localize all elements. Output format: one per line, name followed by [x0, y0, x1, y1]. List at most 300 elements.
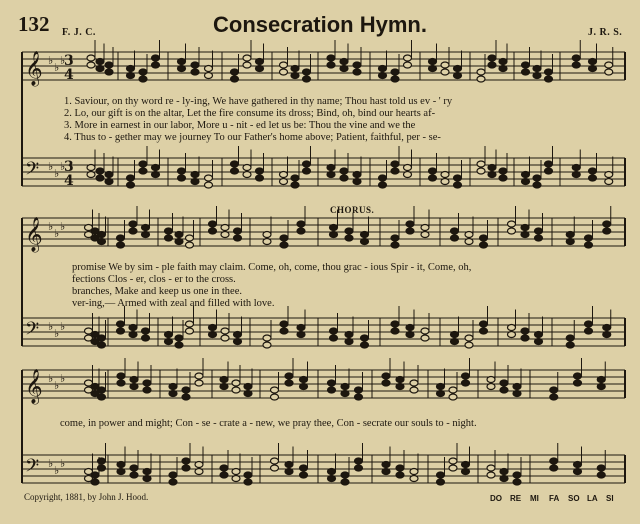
- note-head: [441, 179, 449, 185]
- verse-3-line-2: branches, Make and keep us one in thee.: [72, 286, 242, 297]
- note-head: [139, 161, 147, 167]
- note-head: [429, 175, 437, 181]
- note-head: [271, 465, 279, 471]
- note-head: [175, 239, 183, 245]
- note-head: [220, 465, 228, 471]
- note-head: [117, 469, 125, 475]
- note-head: [139, 168, 147, 174]
- note-head: [566, 342, 574, 348]
- note-head: [499, 168, 507, 174]
- note-head: [105, 172, 113, 178]
- bass-clef-icon: 𝄢: [25, 159, 40, 184]
- note-head: [508, 325, 516, 331]
- note-head: [221, 232, 229, 238]
- note-head: [361, 232, 369, 238]
- note-head: [404, 165, 412, 171]
- flat-icon: ♭: [54, 327, 60, 340]
- note-head: [285, 462, 293, 468]
- note-head: [280, 69, 288, 75]
- note-head: [300, 472, 308, 478]
- note-head: [382, 462, 390, 468]
- note-head: [406, 332, 414, 338]
- note-head: [421, 232, 429, 238]
- note-head: [297, 325, 305, 331]
- note-head: [499, 175, 507, 181]
- note-head: [410, 387, 418, 393]
- note-head: [454, 182, 462, 188]
- note-head: [391, 242, 399, 248]
- note-head: [345, 339, 353, 345]
- note-head: [165, 332, 173, 338]
- note-head: [361, 342, 369, 348]
- note-head: [182, 387, 190, 393]
- note-head: [98, 465, 106, 471]
- note-head: [391, 328, 399, 334]
- note-head: [382, 373, 390, 379]
- note-head: [341, 384, 349, 390]
- note-head: [522, 62, 530, 68]
- note-head: [291, 73, 299, 79]
- note-head: [410, 380, 418, 386]
- treble-clef-icon: 𝄞: [25, 217, 43, 252]
- note-head: [396, 472, 404, 478]
- note-head: [603, 221, 611, 227]
- note-head: [280, 242, 288, 248]
- flat-icon: ♭: [54, 61, 60, 74]
- note-head: [465, 232, 473, 238]
- note-head: [182, 458, 190, 464]
- note-head: [513, 479, 521, 485]
- note-head: [244, 479, 252, 485]
- note-head: [353, 179, 361, 185]
- note-head: [130, 377, 138, 383]
- note-head: [244, 391, 252, 397]
- note-head: [499, 59, 507, 65]
- note-head: [130, 465, 138, 471]
- note-head: [480, 242, 488, 248]
- note-head: [589, 175, 597, 181]
- note-head: [87, 172, 95, 178]
- note-head: [127, 175, 135, 181]
- note-head: [98, 232, 106, 238]
- note-head: [328, 387, 336, 393]
- flat-icon: ♭: [54, 379, 60, 392]
- note-head: [477, 168, 485, 174]
- note-head: [437, 391, 445, 397]
- note-head: [379, 66, 387, 72]
- flat-icon: ♭: [48, 320, 54, 333]
- note-head: [221, 225, 229, 231]
- note-head: [243, 165, 251, 171]
- note-head: [465, 342, 473, 348]
- note-head: [487, 472, 495, 478]
- note-head: [535, 228, 543, 234]
- note-head: [488, 172, 496, 178]
- note-head: [589, 168, 597, 174]
- note-head: [327, 62, 335, 68]
- chorus-label: CHORUS.: [330, 205, 375, 215]
- note-head: [353, 62, 361, 68]
- note-head: [143, 380, 151, 386]
- note-head: [169, 479, 177, 485]
- note-head: [205, 66, 213, 72]
- note-head: [328, 476, 336, 482]
- note-head: [234, 332, 242, 338]
- note-head: [396, 465, 404, 471]
- note-head: [256, 168, 264, 174]
- note-head: [441, 62, 449, 68]
- note-head: [421, 225, 429, 231]
- note-head: [127, 182, 135, 188]
- flat-icon: ♭: [54, 167, 60, 180]
- note-head: [205, 175, 213, 181]
- note-head: [487, 377, 495, 383]
- note-head: [175, 232, 183, 238]
- note-head: [178, 59, 186, 65]
- note-head: [285, 373, 293, 379]
- note-head: [175, 335, 183, 341]
- note-head: [330, 225, 338, 231]
- note-head: [454, 66, 462, 72]
- note-head: [263, 232, 271, 238]
- note-head: [480, 321, 488, 327]
- note-head: [152, 165, 160, 171]
- note-head: [522, 179, 530, 185]
- solfa-si: SI: [606, 494, 614, 503]
- note-head: [340, 59, 348, 65]
- verse-4-line-1: 4. Thus to - gether may we journey To our Father's home above; Patient, faithful, per - se-: [64, 132, 441, 143]
- note-head: [96, 66, 104, 72]
- note-head: [603, 325, 611, 331]
- flat-icon: ♭: [60, 320, 66, 333]
- note-head: [303, 76, 311, 82]
- note-head: [165, 228, 173, 234]
- note-head: [244, 384, 252, 390]
- note-head: [585, 235, 593, 241]
- note-head: [328, 469, 336, 475]
- note-head: [117, 380, 125, 386]
- note-head: [175, 342, 183, 348]
- note-head: [328, 380, 336, 386]
- note-head: [300, 377, 308, 383]
- solfa-so: SO: [568, 494, 580, 503]
- treble-clef-icon: 𝄞: [25, 369, 43, 404]
- note-head: [340, 66, 348, 72]
- note-head: [129, 221, 137, 227]
- svg-text:3: 3: [64, 159, 74, 175]
- note-head: [605, 172, 613, 178]
- note-head: [91, 479, 99, 485]
- note-head: [462, 469, 470, 475]
- note-head: [597, 472, 605, 478]
- note-head: [522, 172, 530, 178]
- note-head: [404, 62, 412, 68]
- note-head: [522, 69, 530, 75]
- note-head: [139, 69, 147, 75]
- note-head: [221, 328, 229, 334]
- note-head: [480, 328, 488, 334]
- solfa-la: LA: [587, 494, 598, 503]
- note-head: [451, 339, 459, 345]
- note-head: [574, 373, 582, 379]
- note-head: [117, 373, 125, 379]
- flat-icon: ♭: [54, 227, 60, 240]
- note-head: [220, 377, 228, 383]
- flat-icon: ♭: [60, 160, 66, 173]
- note-head: [195, 373, 203, 379]
- flat-icon: ♭: [48, 372, 54, 385]
- note-head: [465, 239, 473, 245]
- note-head: [209, 325, 217, 331]
- note-head: [345, 235, 353, 241]
- note-head: [454, 175, 462, 181]
- note-head: [361, 335, 369, 341]
- note-head: [572, 165, 580, 171]
- note-head: [129, 325, 137, 331]
- note-head: [605, 62, 613, 68]
- note-head: [437, 479, 445, 485]
- note-head: [535, 332, 543, 338]
- note-head: [130, 384, 138, 390]
- note-head: [340, 175, 348, 181]
- note-head: [454, 73, 462, 79]
- note-head: [330, 335, 338, 341]
- note-head: [572, 55, 580, 61]
- note-head: [500, 387, 508, 393]
- note-head: [303, 168, 311, 174]
- note-head: [500, 380, 508, 386]
- note-head: [263, 239, 271, 245]
- note-head: [605, 179, 613, 185]
- note-head: [117, 328, 125, 334]
- note-head: [280, 321, 288, 327]
- note-head: [98, 335, 106, 341]
- note-head: [129, 332, 137, 338]
- note-head: [117, 235, 125, 241]
- note-head: [209, 221, 217, 227]
- verse-3-line-1: 3. More in earnest in our labor, More u - nit - ed let us be: Thou the vine and we the: [64, 120, 416, 131]
- note-head: [117, 321, 125, 327]
- note-head: [465, 335, 473, 341]
- note-head: [244, 472, 252, 478]
- verse-2-line-2: fections Clos - er, clos - er to the cross.: [72, 274, 236, 285]
- note-head: [182, 394, 190, 400]
- note-head: [139, 76, 147, 82]
- note-head: [545, 76, 553, 82]
- note-head: [451, 235, 459, 241]
- note-head: [421, 335, 429, 341]
- note-head: [209, 332, 217, 338]
- note-head: [130, 472, 138, 478]
- note-head: [327, 165, 335, 171]
- note-head: [186, 235, 194, 241]
- note-head: [231, 69, 239, 75]
- note-head: [285, 380, 293, 386]
- note-head: [391, 69, 399, 75]
- note-head: [232, 476, 240, 482]
- note-head: [205, 182, 213, 188]
- note-head: [574, 469, 582, 475]
- note-head: [263, 335, 271, 341]
- note-head: [142, 335, 150, 341]
- note-head: [165, 339, 173, 345]
- note-head: [441, 69, 449, 75]
- flat-icon: ♭: [48, 54, 54, 67]
- note-head: [243, 62, 251, 68]
- note-head: [186, 328, 194, 334]
- note-head: [117, 242, 125, 248]
- note-head: [220, 472, 228, 478]
- note-head: [256, 66, 264, 72]
- solfa-re: RE: [510, 494, 522, 503]
- note-head: [396, 377, 404, 383]
- note-head: [521, 232, 529, 238]
- note-head: [280, 172, 288, 178]
- note-head: [355, 387, 363, 393]
- note-head: [191, 172, 199, 178]
- note-head: [391, 76, 399, 82]
- note-head: [500, 469, 508, 475]
- note-head: [221, 335, 229, 341]
- note-head: [340, 168, 348, 174]
- note-head: [87, 62, 95, 68]
- note-head: [243, 55, 251, 61]
- verse-1-line-1: 1. Saviour, on thy word re - ly-ing, We have gathered in thy name; Thou hast told us ev - ' ry: [64, 96, 453, 107]
- note-head: [182, 465, 190, 471]
- note-head: [297, 228, 305, 234]
- note-head: [195, 380, 203, 386]
- note-head: [404, 55, 412, 61]
- note-head: [142, 328, 150, 334]
- note-head: [550, 387, 558, 393]
- note-head: [231, 161, 239, 167]
- note-head: [513, 472, 521, 478]
- note-head: [280, 62, 288, 68]
- note-head: [152, 172, 160, 178]
- verse-4-line-2: ver-ing,— Armed with zeal and filled with love.: [72, 298, 275, 309]
- note-head: [341, 391, 349, 397]
- copyright-notice: Copyright, 1881, by John J. Hood.: [24, 492, 149, 502]
- note-head: [535, 339, 543, 345]
- note-head: [191, 62, 199, 68]
- note-head: [280, 328, 288, 334]
- note-head: [550, 458, 558, 464]
- note-head: [231, 76, 239, 82]
- note-head: [550, 465, 558, 471]
- note-head: [117, 462, 125, 468]
- note-head: [178, 66, 186, 72]
- note-head: [195, 469, 203, 475]
- note-head: [429, 59, 437, 65]
- note-head: [572, 62, 580, 68]
- note-head: [421, 328, 429, 334]
- note-head: [361, 239, 369, 245]
- note-head: [105, 69, 113, 75]
- note-head: [341, 472, 349, 478]
- note-head: [345, 332, 353, 338]
- note-head: [234, 228, 242, 234]
- note-head: [256, 175, 264, 181]
- note-head: [280, 179, 288, 185]
- note-head: [96, 175, 104, 181]
- note-head: [143, 476, 151, 482]
- note-head: [186, 242, 194, 248]
- note-head: [480, 235, 488, 241]
- note-head: [327, 172, 335, 178]
- note-head: [280, 235, 288, 241]
- note-head: [521, 225, 529, 231]
- note-head: [191, 69, 199, 75]
- note-head: [382, 469, 390, 475]
- note-head: [487, 384, 495, 390]
- note-head: [533, 182, 541, 188]
- note-head: [566, 232, 574, 238]
- note-head: [566, 239, 574, 245]
- note-head: [205, 73, 213, 79]
- flat-icon: ♭: [60, 457, 66, 470]
- note-head: [585, 321, 593, 327]
- note-head: [449, 458, 457, 464]
- note-head: [499, 66, 507, 72]
- note-head: [410, 476, 418, 482]
- note-head: [355, 394, 363, 400]
- note-head: [143, 387, 151, 393]
- composer-credit: J. R. S.: [588, 27, 623, 38]
- note-head: [152, 55, 160, 61]
- note-head: [462, 380, 470, 386]
- note-head: [449, 394, 457, 400]
- treble-clef-icon: 𝄞: [25, 51, 43, 86]
- note-head: [169, 391, 177, 397]
- note-head: [234, 235, 242, 241]
- flat-icon: ♭: [54, 464, 60, 477]
- note-head: [550, 394, 558, 400]
- note-head: [129, 228, 137, 234]
- note-head: [379, 175, 387, 181]
- note-head: [297, 332, 305, 338]
- note-head: [232, 469, 240, 475]
- note-head: [441, 172, 449, 178]
- note-head: [178, 175, 186, 181]
- note-head: [379, 73, 387, 79]
- note-head: [220, 384, 228, 390]
- note-head: [488, 165, 496, 171]
- note-head: [462, 462, 470, 468]
- note-head: [410, 469, 418, 475]
- note-head: [165, 235, 173, 241]
- note-head: [105, 179, 113, 185]
- note-head: [169, 384, 177, 390]
- note-head: [98, 239, 106, 245]
- note-head: [508, 228, 516, 234]
- note-head: [487, 465, 495, 471]
- note-head: [191, 179, 199, 185]
- note-head: [232, 387, 240, 393]
- note-head: [535, 235, 543, 241]
- flat-icon: ♭: [48, 457, 54, 470]
- note-head: [574, 462, 582, 468]
- note-head: [406, 325, 414, 331]
- note-head: [256, 59, 264, 65]
- note-head: [152, 62, 160, 68]
- note-head: [545, 161, 553, 167]
- solfa-fa: FA: [549, 494, 560, 503]
- note-head: [330, 232, 338, 238]
- bass-clef-icon: 𝄢: [25, 456, 40, 481]
- note-head: [449, 387, 457, 393]
- note-head: [462, 373, 470, 379]
- flat-icon: ♭: [48, 220, 54, 233]
